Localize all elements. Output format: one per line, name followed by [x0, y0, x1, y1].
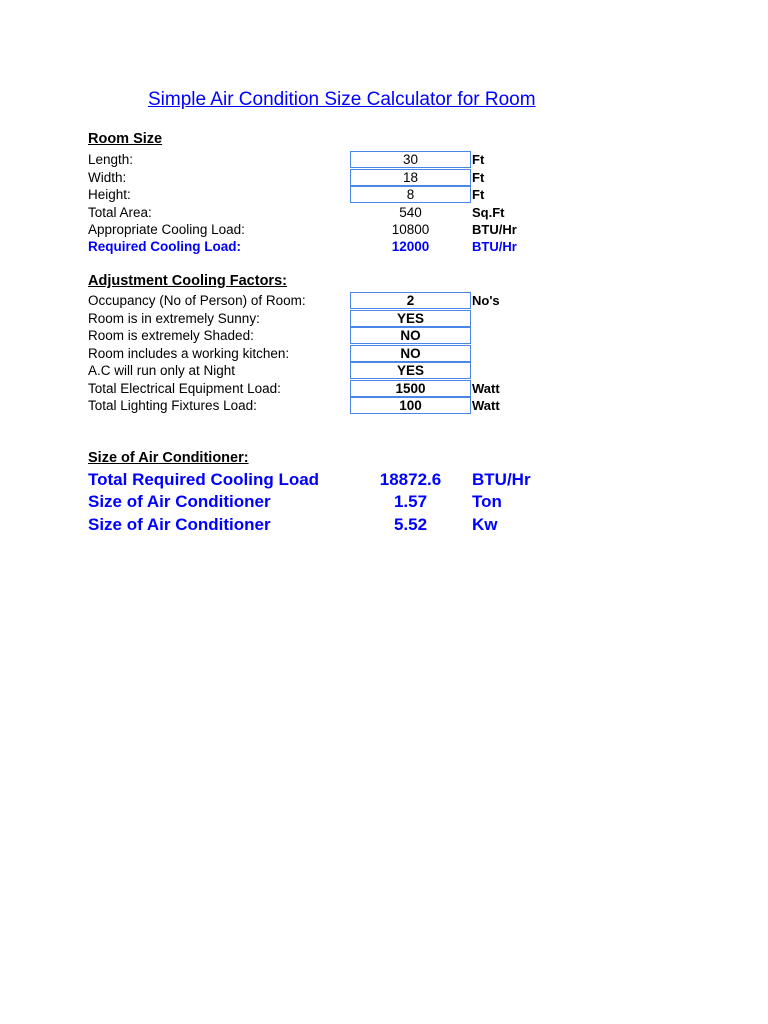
appropriate-cooling-load-unit: BTU/Hr — [472, 222, 517, 237]
width-row — [0, 169, 768, 186]
result-heading: Size of Air Conditioner: — [88, 450, 249, 466]
length-row — [0, 151, 768, 168]
appropriate-cooling-load-label: Appropriate Cooling Load: — [88, 222, 245, 237]
ac-size-kw-row — [0, 514, 768, 536]
room-size-heading: Room Size — [88, 131, 163, 147]
occupancy-row — [0, 292, 768, 309]
total-area-value: 540 — [399, 205, 422, 220]
appropriate-cooling-load-row — [0, 221, 768, 238]
occupancy-unit: No's — [472, 293, 500, 308]
width-unit: Ft — [472, 170, 485, 185]
night-label: A.C will run only at Night — [88, 363, 236, 378]
night-row — [0, 362, 768, 379]
sunny-input[interactable]: YES — [350, 310, 471, 327]
electrical-load-row — [0, 380, 768, 397]
required-cooling-load-label: Required Cooling Load: — [88, 239, 241, 254]
sunny-row — [0, 310, 768, 327]
ac-size-ton-value: 1.57 — [393, 492, 428, 511]
ac-size-kw-unit: Kw — [472, 515, 498, 534]
required-cooling-load-value: 12000 — [391, 239, 430, 254]
page-title: Simple Air Condition Size Calculator for Room — [148, 89, 536, 110]
total-area-label: Total Area: — [88, 205, 152, 220]
length-input[interactable]: 30 — [350, 151, 471, 168]
adjustment-heading: Adjustment Cooling Factors: — [88, 273, 287, 289]
kitchen-label: Room includes a working kitchen: — [88, 346, 290, 361]
kitchen-input[interactable]: NO — [350, 345, 471, 362]
width-input[interactable]: 18 — [350, 169, 471, 186]
occupancy-input[interactable]: 2 — [350, 292, 471, 309]
total-area-row — [0, 204, 768, 221]
sunny-label: Room is in extremely Sunny: — [88, 311, 260, 326]
shaded-row — [0, 327, 768, 344]
occupancy-label: Occupancy (No of Person) of Room: — [88, 293, 306, 308]
shaded-input[interactable]: NO — [350, 327, 471, 344]
electrical-load-label: Total Electrical Equipment Load: — [88, 381, 281, 396]
lighting-load-unit: Watt — [472, 398, 500, 413]
electrical-load-unit: Watt — [472, 381, 500, 396]
total-required-load-value: 18872.6 — [379, 470, 442, 489]
height-label: Height: — [88, 187, 131, 202]
kitchen-row — [0, 345, 768, 362]
ac-size-ton-label: Size of Air Conditioner — [88, 492, 271, 511]
required-cooling-load-unit: BTU/Hr — [472, 239, 517, 254]
required-cooling-load-row — [0, 238, 768, 255]
lighting-load-row — [0, 397, 768, 414]
height-unit: Ft — [472, 187, 485, 202]
total-required-load-label: Total Required Cooling Load — [88, 470, 320, 489]
length-label: Length: — [88, 152, 134, 167]
lighting-load-input[interactable]: 100 — [350, 397, 471, 414]
width-label: Width: — [88, 170, 127, 185]
electrical-load-input[interactable]: 1500 — [350, 380, 471, 397]
total-required-load-row — [0, 469, 768, 491]
lighting-load-label: Total Lighting Fixtures Load: — [88, 398, 257, 413]
shaded-label: Room is extremely Shaded: — [88, 328, 254, 343]
total-required-load-unit: BTU/Hr — [472, 470, 531, 489]
height-input[interactable]: 8 — [350, 186, 471, 203]
night-input[interactable]: YES — [350, 362, 471, 379]
height-row — [0, 186, 768, 203]
ac-size-kw-value: 5.52 — [393, 515, 428, 534]
ac-size-kw-label: Size of Air Conditioner — [88, 515, 271, 534]
appropriate-cooling-load-value: 10800 — [391, 222, 430, 237]
length-unit: Ft — [472, 152, 485, 167]
ac-size-ton-unit: Ton — [472, 492, 502, 511]
total-area-unit: Sq.Ft — [472, 205, 505, 220]
ac-size-ton-row — [0, 491, 768, 513]
